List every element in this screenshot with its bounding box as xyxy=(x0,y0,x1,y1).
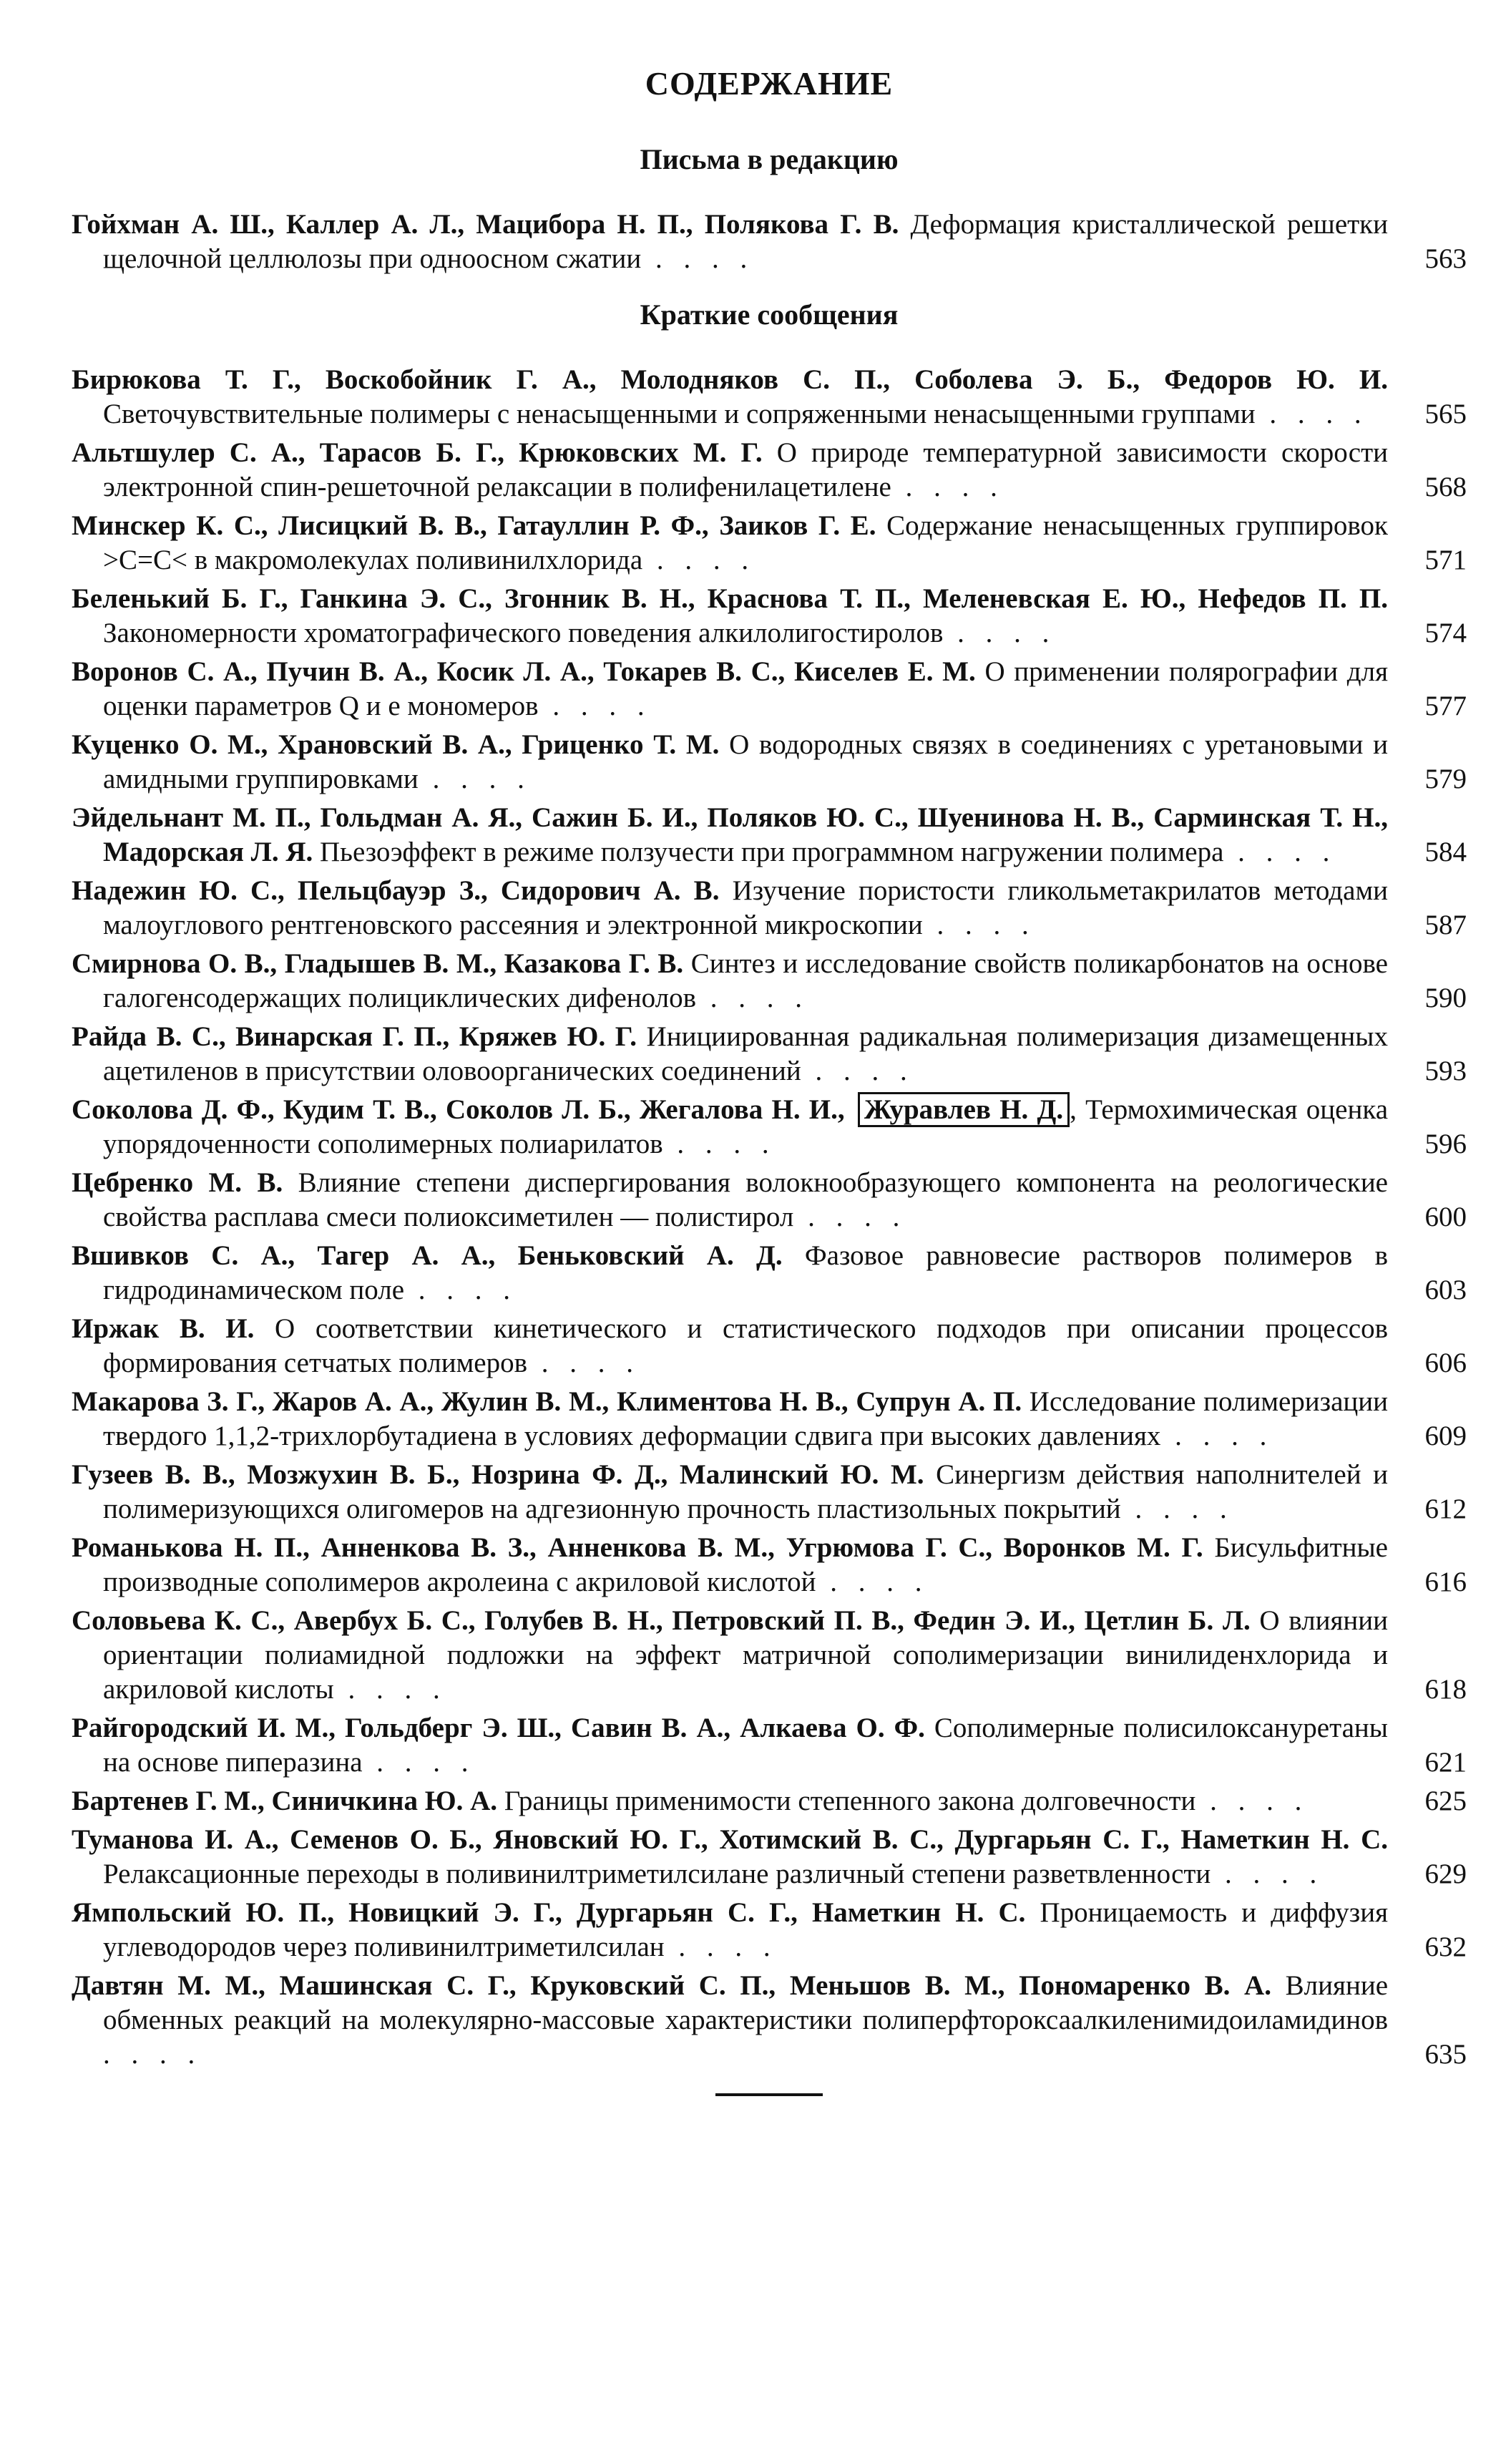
entry-body xyxy=(72,1458,1388,1526)
entry-title: Термохимическая оценка упорядоченности сополимерных полиарилатов xyxy=(103,1094,1389,1159)
entry-page-number: 625 xyxy=(1424,1786,1467,1816)
toc-entry xyxy=(72,1458,1467,1526)
toc-entry xyxy=(72,208,1467,276)
entry-page-number: 565 xyxy=(1424,399,1467,429)
entry-page-number: 600 xyxy=(1424,1202,1467,1232)
toc-entry xyxy=(72,363,1467,432)
entry-title: Изучение пористости гликольметакрилатов методами малоуглового рентгеновского рассеяния и электронной микроскопии xyxy=(103,875,1389,940)
entry-body xyxy=(72,1385,1388,1453)
toc-entry xyxy=(72,947,1467,1016)
entry-body xyxy=(72,1166,1388,1235)
entry-authors: Гузеев В. В., Мозжухин В. Б., Нозрина Ф. Д., Малинский Ю. М. xyxy=(72,1459,924,1490)
entry-title: О применении полярографии для оценки параметров Q и e мономеров xyxy=(103,656,1389,721)
toc-entry xyxy=(72,1969,1467,2072)
section-heading: Письма в редакцию xyxy=(640,143,899,175)
entry-authors: Минскер К. С., Лисицкий В. В., Гатауллин Р. Ф., Заиков Г. Е. xyxy=(72,510,876,541)
toc-entry xyxy=(72,1020,1467,1089)
entry-page-number: 616 xyxy=(1424,1567,1467,1597)
leader-dots: . . . . xyxy=(527,1348,641,1378)
entry-authors: Цебренко М. В. xyxy=(72,1167,283,1198)
entry-body xyxy=(72,728,1388,797)
entry-authors: Соловьева К. С., Авербух Б. С., Голубев В. Н., Петровский П. В., Федин Э. И., Цетлин Б. Л. xyxy=(72,1605,1251,1636)
entry-title: Исследование полимеризации твердого 1,1,2-трихлорбутадиена в условиях деформации сдвига при высоких давлениях xyxy=(103,1386,1389,1451)
entry-authors: Соколова Д. Ф., Кудим Т. В., Соколов Л. Б., Жегалова Н. И., xyxy=(72,1094,845,1125)
entry-title: Содержание ненасыщенных группировок >C=C< в макромолекулах поливинилхлорида xyxy=(103,510,1389,575)
entry-page-number: 629 xyxy=(1424,1859,1467,1889)
entry-title: Инициированная радикальная полимеризация дизамещенных ацетиленов в присутствии оловоорганических соединений xyxy=(103,1021,1389,1086)
entry-authors: Бирюкова Т. Г., Воскобойник Г. А., Молодняков С. П., Соболева Э. Б., Федоров Ю. И. xyxy=(72,364,1388,395)
entry-page-number: 574 xyxy=(1424,618,1467,648)
entry-authors: Беленький Б. Г., Ганкина Э. С., Згонник В. Н., Краснова Т. П., Меленевская Е. Ю., Нефедов П. П. xyxy=(72,583,1388,614)
entry-title: Синтез и исследование свойств поликарбонатов на основе галогенсодержащих полициклических дифенолов xyxy=(103,948,1388,1013)
entry-title: Закономерности хроматографического поведения алкилолигостиролов xyxy=(103,618,944,648)
entry-title: Влияние обменных реакций на молекулярно-массовые характеристики полиперфтороксаалкиленимидоиламидинов xyxy=(103,1970,1389,2035)
toc-entry xyxy=(72,1312,1467,1380)
entry-title: Пьезоэффект в режиме ползучести при программном нагружении полимера xyxy=(320,837,1224,867)
entry-title: О природе температурной зависимости скорости электронной спин-решеточной релаксации в полифенилацетилене xyxy=(103,437,1388,502)
entry-authors: Ямпольский Ю. П., Новицкий Э. Г., Дургарьян С. Г., Наметкин Н. С. xyxy=(72,1897,1026,1928)
toc-entry xyxy=(72,1823,1467,1891)
leader-dots: . . . . xyxy=(103,2039,202,2070)
entry-page-number: 571 xyxy=(1424,545,1467,575)
entry-page-number: 635 xyxy=(1424,2039,1467,2070)
entry-title: Фазовое равновесие растворов полимеров в гидродинамическом поле xyxy=(103,1240,1388,1305)
end-rule xyxy=(715,2093,823,2096)
entry-page-number: 606 xyxy=(1424,1348,1467,1378)
entry-page-number: 596 xyxy=(1424,1129,1467,1159)
entry-body xyxy=(72,1531,1388,1599)
entry-page-number: 593 xyxy=(1424,1056,1467,1086)
toc-entry xyxy=(72,1531,1467,1599)
entry-title: Границы применимости степенного закона долговечности xyxy=(504,1786,1196,1816)
leader-dots: . . . . xyxy=(1223,837,1337,867)
entry-title: Проницаемость и диффузия углеводородов через поливинилтриметилсилан xyxy=(103,1897,1389,1962)
entry-body xyxy=(72,947,1388,1016)
leader-dots: . . . . xyxy=(1195,1786,1309,1816)
entry-body xyxy=(72,655,1388,724)
leader-dots: . . . . xyxy=(642,545,756,575)
entry-authors: Райгородский И. М., Гольдберг Э. Ш., Савин В. А., Алкаева О. Ф. xyxy=(72,1713,925,1743)
entry-authors: Гойхман А. Ш., Каллер А. Л., Мацибора Н. П., Полякова Г. В. xyxy=(72,209,899,240)
entry-title: О водородных связях в соединениях с уретановыми и амидными группировками xyxy=(103,729,1388,794)
leader-dots: . . . . xyxy=(816,1567,929,1597)
leader-dots: . . . . xyxy=(1255,399,1369,429)
entry-body xyxy=(72,1239,1388,1308)
leader-dots: . . . . xyxy=(538,691,652,721)
leader-dots: . . . . xyxy=(891,472,1004,502)
section-heading: Краткие сообщения xyxy=(640,298,899,331)
entry-page-number: 632 xyxy=(1424,1932,1467,1962)
entry-page-number: 563 xyxy=(1424,243,1467,274)
entry-body: Соколова Д. Ф., Кудим Т. В., Соколов Л. Б., Жегалова Н. И., Журавлев Н. Д. , Термохимическая оценка упорядоченности сополимерных полиарилатов . . . . xyxy=(72,1093,1388,1162)
entry-authors: Бартенев Г. М., Синичкина Ю. А. xyxy=(72,1786,498,1816)
leader-dots: . . . . xyxy=(922,910,1036,940)
entry-body xyxy=(72,1896,1388,1964)
entry-body xyxy=(72,801,1388,870)
entry-body xyxy=(72,208,1388,276)
entry-title: Синергизм действия наполнителей и полимеризующихся олигомеров на адгезионную прочность пластизольных покрытий xyxy=(103,1459,1389,1524)
toc-entry xyxy=(72,509,1467,578)
entry-authors: Райда В. С., Винарская Г. П., Кряжев Ю. Г. xyxy=(72,1021,637,1052)
entry-page-number: 618 xyxy=(1424,1674,1467,1705)
entry-page-number: 579 xyxy=(1424,764,1467,794)
leader-dots: . . . . xyxy=(662,1129,776,1159)
entry-body xyxy=(72,1020,1388,1089)
leader-dots: . . . . xyxy=(333,1674,447,1705)
entry-authors: Альтшулер С. А., Тарасов Б. Г., Крюковских М. Г. xyxy=(72,437,763,468)
entry-body xyxy=(72,363,1388,432)
page-title: СОДЕРЖАНИЕ xyxy=(645,65,894,102)
entry-title: О влиянии ориентации полиамидной подложки на эффект матричной сополимеризации винилиденхлорида и акриловой кислоты xyxy=(103,1605,1389,1705)
entry-body xyxy=(72,1711,1388,1780)
entry-title: О соответствии кинетического и статистического подходов при описании процессов формирования сетчатых полимеров xyxy=(103,1313,1389,1378)
entry-page-number: 568 xyxy=(1424,472,1467,502)
toc-entry xyxy=(72,1385,1467,1453)
toc-entry xyxy=(72,728,1467,797)
section xyxy=(72,142,1467,276)
entry-title: Влияние степени диспергирования волокнообразующего компонента на реологические свойства расплава смеси полиоксиметилен — полистирол xyxy=(103,1167,1388,1232)
entry-title: Светочувствительные полимеры с ненасыщенными и сопряженными ненасыщенными группами xyxy=(103,399,1256,429)
entry-body xyxy=(72,509,1388,578)
entry-boxed-author: Журавлев Н. Д. xyxy=(858,1092,1070,1127)
entry-authors: Надежин Ю. С., Пельцбауэр З., Сидорович А. В. xyxy=(72,875,720,906)
entry-title: Релаксационные переходы в поливинилтриметилсилане различный степени разветвленности xyxy=(103,1859,1211,1889)
entry-authors: Куценко О. М., Храновский В. А., Гриценко Т. М. xyxy=(72,729,720,760)
entry-page-number: 609 xyxy=(1424,1421,1467,1451)
entry-title: Сополимерные полисилоксануретаны на основе пиперазина xyxy=(103,1713,1389,1778)
toc-entry xyxy=(72,874,1467,943)
entry-authors: Смирнова О. В., Гладышев В. М., Казакова Г. В. xyxy=(72,948,684,979)
entry-page-number: 612 xyxy=(1424,1494,1467,1524)
entry-title: Деформация кристаллической решетки щелочной целлюлозы при одноосном сжатии xyxy=(103,209,1388,274)
entry-body xyxy=(72,1823,1388,1891)
contents-page xyxy=(72,50,1467,2096)
entry-page-number: 590 xyxy=(1424,983,1467,1013)
entry-authors: Романькова Н. П., Анненкова В. З., Анненкова В. М., Угрюмова Г. С., Воронков М. Г. xyxy=(72,1532,1203,1563)
toc-entry xyxy=(72,1093,1467,1162)
toc-entry xyxy=(72,436,1467,505)
toc-entry xyxy=(72,1239,1467,1308)
toc-entry xyxy=(72,1896,1467,1964)
entry-authors: Туманова И. А., Семенов О. Б., Яновский Ю. Г., Хотимский В. С., Дургарьян С. Г., Наметкин Н. С. xyxy=(72,1824,1388,1855)
toc-entry xyxy=(72,582,1467,651)
leader-dots: . . . . xyxy=(793,1202,907,1232)
entry-body xyxy=(72,1784,1388,1818)
toc-entry xyxy=(72,1711,1467,1780)
entry-body xyxy=(72,582,1388,651)
leader-dots: . . . . xyxy=(696,983,810,1013)
leader-dots: . . . . xyxy=(801,1056,914,1086)
leader-dots: . . . . xyxy=(418,764,532,794)
leader-dots: . . . . xyxy=(404,1275,518,1305)
entry-body xyxy=(72,1604,1388,1707)
entry-authors: Эйдельнант М. П., Гольдман А. Я., Сажин Б. И., Поляков Ю. С., Шуенинова Н. В., Сарминская Т. Н., Мадорская Л. Я. xyxy=(72,802,1388,867)
sections xyxy=(72,142,1467,2072)
entry-page-number: 584 xyxy=(1424,837,1467,867)
entry-page-number: 621 xyxy=(1424,1747,1467,1778)
leader-dots: . . . . xyxy=(943,618,1057,648)
entry-page-number: 603 xyxy=(1424,1275,1467,1305)
entry-body xyxy=(72,1312,1388,1380)
leader-dots: . . . . xyxy=(1160,1421,1274,1451)
entry-authors: Иржак В. И. xyxy=(72,1313,255,1344)
leader-dots: . . . . xyxy=(641,243,755,274)
entry-body xyxy=(72,1969,1388,2072)
entry-title: Бисульфитные производные сополимеров акролеина с акриловой кислотой xyxy=(103,1532,1388,1597)
leader-dots: . . . . xyxy=(1120,1494,1234,1524)
toc-entry xyxy=(72,1784,1467,1818)
entry-authors: Воронов С. А., Пучин В. А., Косик Л. А., Токарев В. С., Киселев Е. М. xyxy=(72,656,976,687)
toc-entry xyxy=(72,1604,1467,1707)
section xyxy=(72,298,1467,2072)
entry-body xyxy=(72,874,1388,943)
entry-authors: Давтян М. М., Машинская С. Г., Круковский С. П., Меньшов В. М., Пономаренко В. А. xyxy=(72,1970,1271,2001)
toc-entry xyxy=(72,801,1467,870)
leader-dots: . . . . xyxy=(362,1747,476,1778)
entry-page-number: 577 xyxy=(1424,691,1467,721)
entry-page-number: 587 xyxy=(1424,910,1467,940)
toc-entry xyxy=(72,1166,1467,1235)
entry-authors: Макарова З. Г., Жаров А. А., Жулин В. М., Климентова Н. В., Супрун А. П. xyxy=(72,1386,1022,1417)
entry-authors: Вшивков С. А., Тагер А. А., Беньковский А. Д. xyxy=(72,1240,783,1271)
leader-dots: . . . . xyxy=(1211,1859,1324,1889)
leader-dots: . . . . xyxy=(664,1932,778,1962)
entry-body xyxy=(72,436,1388,505)
toc-entry xyxy=(72,655,1467,724)
